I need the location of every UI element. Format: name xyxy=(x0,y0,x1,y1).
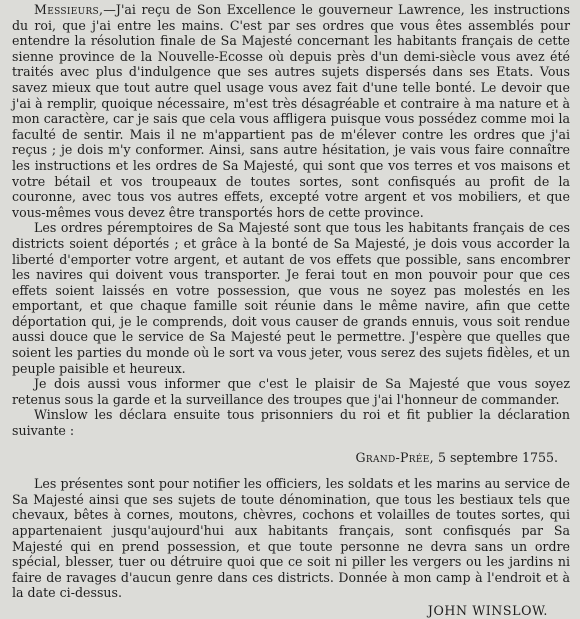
signature: JOHN WINSLOW. xyxy=(427,602,548,618)
letter-paragraph-1-text: —J'ai reçu de Son Excellence le gouverneur Lawrence, les instructions du roi, que j'ai entre les mains. C'est par ses ordres que vous êtes assemblés pour entendre la résolution finale de Sa Majesté concernant les habitants français de cette sienne province de la Nouvelle-Ecosse où depuis près d'un demi-siècle vous avez été traités avec plus d'indulgence que ses autres sujets dispersés dans ses Etats. Vous savez mieux que tout autre quel usage vous avez fait d'une telle bonté. Le devoir que j'ai à remplir, quoique nécessaire, m'est très désagréable et contraire à ma nature et à mon caractère, car je sais que cela vous affligera puisque vous possédez comme moi la faculté de sentir. Mais il ne m'appartient pas de m'élever contre les ordres que j'ai reçus ; je dois m'y conformer. Ainsi, sans autre hésitation, je vais vous faire connaître les instructions et les ordres de Sa Majesté, qui sont que vos terres et vos maisons et votre bétail et vos troupeaux de toutes sortes, sont confisqués au profit de la couronne, avec tous vos autres effets, excepté votre argent et vos mobiliers, et que vous-mêmes vous devez être transportés hors de cette province. xyxy=(12,2,570,220)
dateline xyxy=(12,450,558,466)
letter-paragraph-3: Je dois aussi vous informer que c'est le plaisir de Sa Majesté que vous soyez retenus sous la garde et la surveillance des troupes que j'ai l'honneur de commander. xyxy=(12,376,570,407)
narration-paragraph: Winslow les déclara ensuite tous prisonniers du roi et fit publier la déclaration suivante : xyxy=(12,407,570,439)
letter-paragraph-1 xyxy=(12,2,570,220)
declaration-paragraph: Les présentes sont pour notifier les officiers, les soldats et les marins au service de Sa Majesté ainsi que ses sujets de toute dénomination, que tous les bestiaux tels que chevaux, bêtes à cornes, moutons, chèvres, cochons et volailles de toutes sortes, qui appartenaient jusqu'aujourd'hui aux habitants français, sont confisqués par Sa Majesté qui en prend possession, et que toute personne ne devra sans un ordre spécial, blesser, tuer ou détruire quoi que ce soit ni piller les vergers ou les jardins ni faire de ravages d'aucun genre dans ces districts. Donnée à mon camp à l'endroit et à la date ci-dessus. xyxy=(12,476,570,601)
letter-paragraph-2: Les ordres péremptoires de Sa Majesté sont que tous les habitants français de ces districts soient déportés ; et grâce à la bonté de Sa Majesté, je dois vous accorder la liberté d'emporter votre argent, et autant de vos effets que possible, sans encombrer les navires qui doivent vous transporter. Je ferai tout en mon pouvoir pour que ces effets soient laissés en votre possession, que vous ne soyez pas molestés en les emportant, et que chaque famille soit réunie dans le même navire, afin que cette déportation qui, je le comprends, doit vous causer de grands ennuis, vous soit rendue aussi douce que le service de Sa Majesté peut le permettre. J'espère que quelles que soient les parties du monde où le sort va vous jeter, vous serez des sujets fidèles, et un peuple paisible et heureux. xyxy=(12,220,570,376)
salutation: Messieurs, xyxy=(34,2,104,17)
dateline-date: 5 septembre 1755. xyxy=(437,449,558,465)
dateline-place: Grand-Prée, xyxy=(355,449,434,465)
